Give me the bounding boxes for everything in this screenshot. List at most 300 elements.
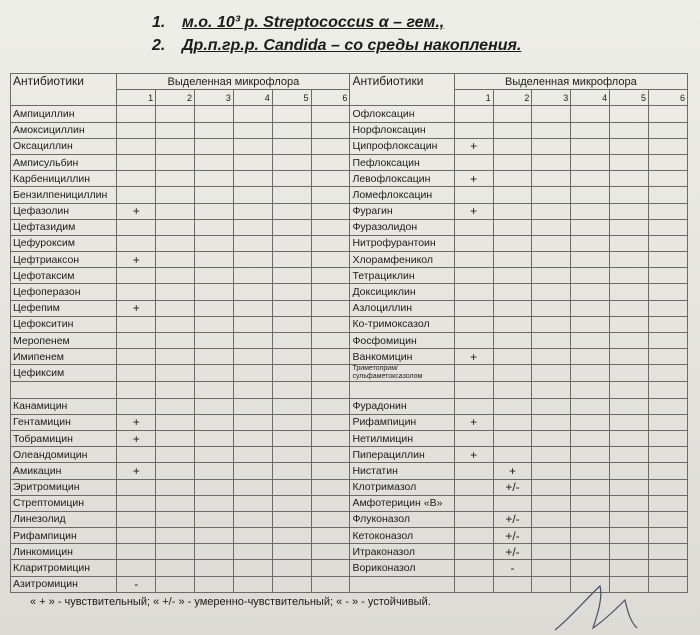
finding-line-1 <box>152 14 444 32</box>
sensitivity-cell <box>648 316 687 332</box>
sensitivity-cell <box>532 219 571 235</box>
sensitivity-cell <box>233 365 272 382</box>
column-header-antibiotics-left: Антибиотики <box>11 74 117 106</box>
sensitivity-cell <box>493 300 532 316</box>
antibiotic-name: Нетилмицин <box>350 430 454 446</box>
sensitivity-cell <box>156 479 195 495</box>
sensitivity-cell <box>195 382 234 398</box>
sensitivity-cell <box>532 414 571 430</box>
sensitivity-cell <box>272 235 311 251</box>
column-number-right-5: 5 <box>610 90 649 106</box>
sensitivity-cell <box>610 235 649 251</box>
finding-number-2: 2. <box>152 37 166 54</box>
sensitivity-cell <box>648 203 687 219</box>
sensitivity-cell <box>311 349 350 365</box>
sensitivity-cell: + <box>493 463 532 479</box>
table-row <box>11 511 688 527</box>
sensitivity-cell <box>571 122 610 138</box>
antibiotic-name <box>350 382 454 398</box>
sensitivity-cell <box>117 106 156 122</box>
sensitivity-cell <box>311 447 350 463</box>
column-number-right-6: 6 <box>648 90 687 106</box>
antibiotic-name: Нистатин <box>350 463 454 479</box>
sensitivity-cell <box>233 382 272 398</box>
sensitivity-cell <box>648 560 687 576</box>
sensitivity-cell <box>571 528 610 544</box>
sensitivity-cell <box>195 398 234 414</box>
sensitivity-cell <box>610 154 649 170</box>
sensitivity-cell <box>454 365 493 382</box>
sensitivity-cell <box>233 138 272 154</box>
sensitivity-cell <box>571 171 610 187</box>
sensitivity-cell <box>571 495 610 511</box>
sensitivity-cell <box>493 495 532 511</box>
antibiotic-name: Карбенициллин <box>11 171 117 187</box>
sensitivity-cell <box>195 365 234 382</box>
sensitivity-cell <box>493 316 532 332</box>
sensitivity-cell <box>233 219 272 235</box>
sensitivity-cell <box>532 528 571 544</box>
sensitivity-cell <box>532 463 571 479</box>
sensitivity-cell <box>117 333 156 349</box>
antibiotic-name: Канамицин <box>11 398 117 414</box>
sensitivity-cell <box>272 414 311 430</box>
sensitivity-cell <box>233 316 272 332</box>
antibiotic-name: Ломефлоксацин <box>350 187 454 203</box>
sensitivity-cell <box>571 187 610 203</box>
sensitivity-cell: + <box>454 349 493 365</box>
table-row <box>11 479 688 495</box>
sensitivity-cell <box>648 511 687 527</box>
antibiotic-name: Олеандомицин <box>11 447 117 463</box>
finding-text-2: Др.п.гр.р. Candida – со среды накопления. <box>182 37 522 54</box>
sensitivity-cell <box>454 544 493 560</box>
sensitivity-cell <box>272 349 311 365</box>
sensitivity-cell <box>195 560 234 576</box>
sensitivity-cell <box>195 106 234 122</box>
sensitivity-cell <box>156 365 195 382</box>
antibiotic-name: Цефиксим <box>11 365 117 382</box>
sensitivity-cell <box>311 106 350 122</box>
antibiotic-name: Азитромицин <box>11 576 117 592</box>
sensitivity-cell <box>195 122 234 138</box>
sensitivity-cell <box>195 268 234 284</box>
column-number-left-6: 6 <box>311 90 350 106</box>
sensitivity-cell: + <box>117 252 156 268</box>
column-number-left-4: 4 <box>233 90 272 106</box>
sensitivity-cell <box>648 333 687 349</box>
sensitivity-cell <box>195 171 234 187</box>
sensitivity-cell <box>532 333 571 349</box>
sensitivity-cell <box>233 187 272 203</box>
antibiotic-name: Амфотерицин «В» <box>350 495 454 511</box>
sensitivity-cell <box>610 316 649 332</box>
sensitivity-cell <box>454 576 493 592</box>
table-row <box>11 430 688 446</box>
sensitivity-cell <box>454 252 493 268</box>
sensitivity-cell <box>233 171 272 187</box>
table-row <box>11 463 688 479</box>
table-row <box>11 528 688 544</box>
sensitivity-cell <box>493 398 532 414</box>
sensitivity-cell <box>195 316 234 332</box>
column-number-right-1: 1 <box>454 90 493 106</box>
sensitivity-cell <box>571 382 610 398</box>
sensitivity-cell <box>117 187 156 203</box>
sensitivity-cell <box>272 398 311 414</box>
antibiotic-name: Кларитромицин <box>11 560 117 576</box>
sensitivity-cell <box>610 171 649 187</box>
sensitivity-cell <box>117 349 156 365</box>
sensitivity-cell <box>610 463 649 479</box>
sensitivity-cell <box>233 479 272 495</box>
antibiotic-name: Кетоконазол <box>350 528 454 544</box>
sensitivity-cell <box>233 106 272 122</box>
sensitivity-cell <box>493 252 532 268</box>
antibiotic-name: Цефотаксим <box>11 268 117 284</box>
sensitivity-cell <box>648 528 687 544</box>
sensitivity-cell <box>571 398 610 414</box>
table-row <box>11 252 688 268</box>
antibiotic-name: Флуконазол <box>350 511 454 527</box>
finding-line-2 <box>152 37 521 55</box>
sensitivity-cell <box>454 333 493 349</box>
sensitivity-cell <box>493 154 532 170</box>
sensitivity-cell <box>311 576 350 592</box>
sensitivity-cell <box>532 203 571 219</box>
sensitivity-cell <box>610 138 649 154</box>
sensitivity-cell <box>311 300 350 316</box>
sensitivity-cell <box>610 430 649 446</box>
sensitivity-cell <box>233 300 272 316</box>
sensitivity-cell <box>454 463 493 479</box>
sensitivity-cell <box>195 495 234 511</box>
antibiotic-name: Нитрофурантоин <box>350 235 454 251</box>
sensitivity-cell <box>233 576 272 592</box>
antibiotic-name: Оксациллин <box>11 138 117 154</box>
sensitivity-cell <box>233 268 272 284</box>
sensitivity-cell <box>311 138 350 154</box>
sensitivity-cell <box>195 252 234 268</box>
sensitivity-cell <box>117 235 156 251</box>
sensitivity-cell <box>311 414 350 430</box>
sensitivity-cell <box>272 333 311 349</box>
sensitivity-cell <box>454 398 493 414</box>
sensitivity-cell <box>610 268 649 284</box>
sensitivity-cell <box>156 576 195 592</box>
sensitivity-cell <box>493 106 532 122</box>
sensitivity-cell <box>156 333 195 349</box>
sensitivity-cell <box>532 560 571 576</box>
sensitivity-cell <box>233 544 272 560</box>
table-row <box>11 300 688 316</box>
sensitivity-cell <box>610 544 649 560</box>
table-row <box>11 495 688 511</box>
sensitivity-cell <box>610 284 649 300</box>
sensitivity-cell <box>648 268 687 284</box>
sensitivity-cell <box>156 414 195 430</box>
signature <box>545 578 665 635</box>
sensitivity-cell <box>311 544 350 560</box>
sensitivity-cell <box>156 447 195 463</box>
sensitivity-cell <box>233 414 272 430</box>
table-row <box>11 203 688 219</box>
antibiotic-name: Хлорамфеникол <box>350 252 454 268</box>
sensitivity-cell <box>532 252 571 268</box>
antibiotic-name: Бензилпенициллин <box>11 187 117 203</box>
sensitivity-cell <box>493 122 532 138</box>
antibiotic-name: Тобрамицин <box>11 430 117 446</box>
table-row <box>11 268 688 284</box>
sensitivity-cell <box>117 171 156 187</box>
sensitivity-cell <box>610 414 649 430</box>
sensitivity-cell <box>272 365 311 382</box>
sensitivity-cell: + <box>117 300 156 316</box>
sensitivity-cell <box>156 382 195 398</box>
sensitivity-cell <box>571 349 610 365</box>
column-number-right-3: 3 <box>532 90 571 106</box>
antibiotic-name: Эритромицин <box>11 479 117 495</box>
sensitivity-cell <box>610 398 649 414</box>
sensitivity-cell <box>493 203 532 219</box>
table-row <box>11 365 688 382</box>
sensitivity-cell <box>532 511 571 527</box>
table-row <box>11 235 688 251</box>
sensitivity-cell <box>195 138 234 154</box>
sensitivity-cell <box>195 447 234 463</box>
sensitivity-cell <box>195 544 234 560</box>
table-row <box>11 544 688 560</box>
sensitivity-cell <box>571 333 610 349</box>
sensitivity-cell <box>272 479 311 495</box>
sensitivity-cell <box>272 138 311 154</box>
antibiotic-name: Амикацин <box>11 463 117 479</box>
sensitivity-cell <box>648 106 687 122</box>
sensitivity-cell <box>648 398 687 414</box>
sensitivity-cell <box>117 284 156 300</box>
sensitivity-cell <box>156 171 195 187</box>
sensitivity-cell <box>571 447 610 463</box>
sensitivity-cell <box>272 495 311 511</box>
finding-number-1: 1. <box>152 14 166 31</box>
antibiotic-name: Амоксициллин <box>11 122 117 138</box>
sensitivity-cell <box>311 284 350 300</box>
sensitivity-cell <box>571 430 610 446</box>
antibiotic-name: Линезолид <box>11 511 117 527</box>
sensitivity-cell <box>571 284 610 300</box>
sensitivity-cell <box>610 365 649 382</box>
sensitivity-cell <box>195 235 234 251</box>
sensitivity-cell <box>195 430 234 446</box>
antibiotic-name: Левофлоксацин <box>350 171 454 187</box>
sensitivity-cell <box>156 106 195 122</box>
column-number-right-4: 4 <box>571 90 610 106</box>
sensitivity-cell <box>195 511 234 527</box>
sensitivity-cell: + <box>454 447 493 463</box>
sensitivity-cell <box>493 268 532 284</box>
sensitivity-cell <box>311 398 350 414</box>
sensitivity-cell <box>195 219 234 235</box>
sensitivity-cell <box>311 316 350 332</box>
sensitivity-cell <box>156 560 195 576</box>
sensitivity-cell <box>648 219 687 235</box>
sensitivity-cell <box>648 430 687 446</box>
sensitivity-cell <box>156 268 195 284</box>
sensitivity-cell <box>648 382 687 398</box>
sensitivity-cell <box>532 430 571 446</box>
sensitivity-cell <box>233 447 272 463</box>
sensitivity-cell <box>311 122 350 138</box>
sensitivity-cell <box>454 316 493 332</box>
sensitivity-cell <box>156 235 195 251</box>
antibiotic-name: Ванкомицин <box>350 349 454 365</box>
sensitivity-cell <box>311 154 350 170</box>
sensitivity-cell <box>117 511 156 527</box>
sensitivity-cell <box>648 495 687 511</box>
sensitivity-cell <box>493 576 532 592</box>
antibiotic-name: Гентамицин <box>11 414 117 430</box>
sensitivity-cell <box>233 430 272 446</box>
sensitivity-cell <box>571 300 610 316</box>
column-number-left-2: 2 <box>156 90 195 106</box>
sensitivity-cell <box>454 106 493 122</box>
antibiotic-name: Цефтазидим <box>11 219 117 235</box>
sensitivity-cell <box>610 560 649 576</box>
sensitivity-cell <box>195 576 234 592</box>
sensitivity-cell <box>610 106 649 122</box>
sensitivity-cell <box>571 463 610 479</box>
sensitivity-cell <box>648 171 687 187</box>
sensitivity-cell <box>156 495 195 511</box>
sensitivity-cell <box>272 560 311 576</box>
sensitivity-cell <box>233 235 272 251</box>
sensitivity-cell <box>156 203 195 219</box>
sensitivity-cell <box>454 187 493 203</box>
sensitivity-cell <box>156 511 195 527</box>
antibiotic-name: Цефтриаксон <box>11 252 117 268</box>
sensitivity-cell <box>532 187 571 203</box>
sensitivity-cell <box>571 414 610 430</box>
antibiotic-name: Ципрофлоксацин <box>350 138 454 154</box>
table-row <box>11 333 688 349</box>
antibiotic-name: Цефоперазон <box>11 284 117 300</box>
table-row <box>11 138 688 154</box>
sensitivity-cell <box>571 560 610 576</box>
sensitivity-cell <box>311 268 350 284</box>
sensitivity-cell <box>156 138 195 154</box>
sensitivity-cell <box>648 414 687 430</box>
sensitivity-cell <box>156 219 195 235</box>
sensitivity-cell <box>571 479 610 495</box>
sensitivity-cell <box>156 528 195 544</box>
sensitivity-cell <box>532 349 571 365</box>
sensitivity-cell <box>311 187 350 203</box>
antibiotic-name: Триметоприм/сульфаметоксазолом <box>350 365 454 382</box>
sensitivity-cell <box>493 382 532 398</box>
sensitivity-cell <box>454 528 493 544</box>
antibiotic-name: Рифампицин <box>350 414 454 430</box>
sensitivity-cell <box>156 284 195 300</box>
sensitivity-cell <box>156 122 195 138</box>
sensitivity-cell <box>493 447 532 463</box>
sensitivity-cell <box>117 154 156 170</box>
sensitivity-cell: + <box>117 414 156 430</box>
sensitivity-cell: - <box>493 560 532 576</box>
antibiotic-name: Фуразолидон <box>350 219 454 235</box>
sensitivity-cell <box>454 382 493 398</box>
sensitivity-cell: + <box>454 414 493 430</box>
sensitivity-cell <box>532 154 571 170</box>
sensitivity-cell <box>156 154 195 170</box>
sensitivity-cell <box>493 349 532 365</box>
sensitivity-cell <box>571 138 610 154</box>
sensitivity-cell <box>648 235 687 251</box>
sensitivity-cell <box>117 219 156 235</box>
antibiotic-name <box>350 576 454 592</box>
sensitivity-cell <box>571 511 610 527</box>
sensitivity-cell <box>571 219 610 235</box>
table-row <box>11 414 688 430</box>
antibiotic-name: Цефуроксим <box>11 235 117 251</box>
antibiotic-name: Цефазолин <box>11 203 117 219</box>
table-row <box>11 122 688 138</box>
sensitivity-cell <box>532 106 571 122</box>
sensitivity-cell <box>571 106 610 122</box>
sensitivity-cell <box>117 560 156 576</box>
legend: « + » - чувствительный; « +/- » - умеренно-чувствительный; « - » - устойчивый. <box>30 596 431 608</box>
sensitivity-cell <box>311 382 350 398</box>
column-header-microflora-right: Выделенная микрофлора <box>454 74 687 90</box>
sensitivity-cell: +/- <box>493 528 532 544</box>
sensitivity-cell <box>571 365 610 382</box>
sensitivity-cell <box>532 365 571 382</box>
sensitivity-cell <box>532 479 571 495</box>
sensitivity-cell <box>532 382 571 398</box>
sensitivity-cell <box>571 268 610 284</box>
sensitivity-cell <box>195 203 234 219</box>
sensitivity-cell <box>195 414 234 430</box>
sensitivity-cell <box>532 171 571 187</box>
sensitivity-cell <box>532 284 571 300</box>
sensitivity-cell <box>233 463 272 479</box>
antibiotic-name: Рифампицин <box>11 528 117 544</box>
sensitivity-cell <box>233 349 272 365</box>
sensitivity-cell <box>195 528 234 544</box>
sensitivity-cell <box>311 333 350 349</box>
sensitivity-cell <box>610 122 649 138</box>
sensitivity-cell <box>272 511 311 527</box>
column-number-right-2: 2 <box>493 90 532 106</box>
sensitivity-cell <box>117 495 156 511</box>
sensitivity-cell <box>454 154 493 170</box>
sensitivity-cell <box>532 544 571 560</box>
sensitivity-cell <box>648 300 687 316</box>
sensitivity-cell <box>648 252 687 268</box>
sensitivity-cell <box>311 219 350 235</box>
sensitivity-cell <box>532 316 571 332</box>
sensitivity-cell <box>610 495 649 511</box>
antibiotic-name: Ко-тримоксазол <box>350 316 454 332</box>
antibiotic-name: Ампициллин <box>11 106 117 122</box>
sensitivity-cell <box>454 511 493 527</box>
sensitivity-cell <box>648 365 687 382</box>
sensitivity-cell <box>454 235 493 251</box>
sensitivity-cell <box>648 479 687 495</box>
sensitivity-cell <box>610 252 649 268</box>
sensitivity-cell <box>272 382 311 398</box>
sensitivity-cell <box>117 268 156 284</box>
antibiotic-name: Пефлоксацин <box>350 154 454 170</box>
